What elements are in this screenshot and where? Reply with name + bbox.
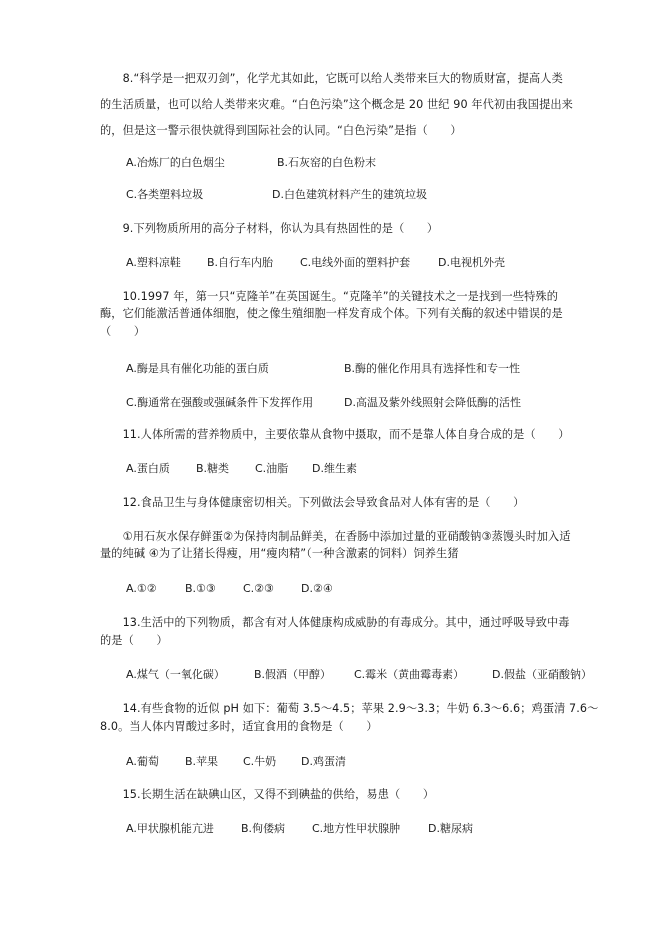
q15-option-b: B.佝偻病: [241, 822, 286, 835]
q13-stem-line-2: 的是（ ）: [100, 634, 168, 647]
q10-stem-line-2: 酶，它们能激活普通体细胞，使之像生殖细胞一样发育成个体。下列有关酶的叙述中错误的是: [100, 307, 563, 320]
q15-option-d: D.糖尿病: [428, 822, 473, 835]
q15-option-c: C.地方性甲状腺肿: [312, 822, 401, 835]
q11-option-d: D.维生素: [312, 462, 357, 475]
q8-stem-line-3: 的，但是这一警示很快就得到国际社会的认同。“白色污染”是指（ ）: [100, 124, 462, 137]
q14-stem-line-2: 8.0。当人体内胃酸过多时，适宜食用的食物是（ ）: [100, 720, 378, 733]
q14-option-b: B.苹果: [185, 755, 219, 768]
q14-stem-line-1: 14.有些食物的近似 pH 如下：葡萄 3.5～4.5；苹果 2.9～3.3；牛奶 6.3～6.6；鸡蛋清 7.6～: [100, 702, 599, 715]
q12-statement-line-2: 量的纯碱 ④为了让猪长得瘦，用“瘦肉精”（一种含激素的饲料）饲养生猪: [100, 547, 459, 560]
q11-option-a: A.蛋白质: [126, 462, 170, 475]
q13-option-c: C.霉米（黄曲霉毒素）: [354, 668, 465, 681]
q12-option-a: A.①②: [126, 582, 157, 595]
q8-stem-line-2: 的生活质量，也可以给人类带来灾难。“白色污染”这个概念是 20 世纪 90 年代初由我国提出来: [100, 98, 573, 111]
q9-option-d: D.电视机外壳: [438, 256, 505, 269]
q12-stem: 12.食品卫生与身体健康密切相关。下列做法会导致食品对人体有害的是（ ）: [100, 496, 525, 509]
q12-option-b: B.①③: [185, 582, 216, 595]
q14-option-c: C.牛奶: [243, 755, 277, 768]
q9-stem: 9.下列物质所用的高分子材料，你认为具有热固性的是（ ）: [100, 222, 439, 235]
q9-option-b: B.自行车内胎: [207, 256, 274, 269]
q14-option-d: D.鸡蛋清: [301, 755, 346, 768]
q11-option-c: C.油脂: [255, 462, 289, 475]
q8-option-b: B.石灰窑的白色粉末: [277, 156, 377, 169]
q13-option-d: D.假盐（亚硝酸钠）: [492, 668, 592, 681]
q10-option-c: C.酶通常在强酸或强碱条件下发挥作用: [126, 396, 314, 409]
q10-option-a: A.酶是具有催化功能的蛋白质: [126, 362, 269, 375]
q15-stem: 15.长期生活在缺碘山区，又得不到碘盐的供给，易患（ ）: [100, 788, 435, 801]
q13-option-a: A.煤气（一氧化碳）: [126, 668, 225, 681]
q8-option-d: D.白色建筑材料产生的建筑垃圾: [272, 188, 427, 201]
q10-stem-line-1: 10.1997 年，第一只“克隆羊”在英国诞生。“克隆羊”的关键技术之一是找到一些特殊的: [100, 290, 558, 303]
q10-stem-line-3: （ ）: [100, 325, 146, 338]
q9-option-c: C.电线外面的塑料护套: [300, 256, 411, 269]
q12-option-d: D.②④: [301, 582, 333, 595]
q11-option-b: B.糖类: [196, 462, 230, 475]
q10-option-d: D.高温及紫外线照射会降低酶的活性: [344, 396, 521, 409]
q15-option-a: A.甲状腺机能亢进: [126, 822, 214, 835]
q12-statement-line-1: ①用石灰水保存鲜蛋②为保持肉制品鲜美，在香肠中添加过量的亚硝酸钠③蒸馒头时加入适: [100, 530, 571, 543]
q8-option-c: C.各类塑料垃圾: [126, 188, 204, 201]
q8-stem-line-1: 8.“科学是一把双刃剑”，化学尤其如此，它既可以给人类带来巨大的物质财富，提高人类: [100, 72, 563, 85]
q9-option-a: A.塑料凉鞋: [126, 256, 181, 269]
q13-option-b: B.假酒（甲醇）: [254, 668, 332, 681]
q14-option-a: A.葡萄: [126, 755, 159, 768]
q12-option-c: C.②③: [243, 582, 274, 595]
q8-option-a: A.冶炼厂的白色烟尘: [126, 156, 225, 169]
q10-option-b: B.酶的催化作用具有选择性和专一性: [344, 362, 521, 375]
q13-stem-line-1: 13.生活中的下列物质，都含有对人体健康构成威胁的有毒成分。其中，通过呼吸导致中毒: [100, 616, 570, 629]
q11-stem: 11.人体所需的营养物质中，主要依靠从食物中摄取，而不是靠人体自身合成的是（ ）: [100, 428, 570, 441]
